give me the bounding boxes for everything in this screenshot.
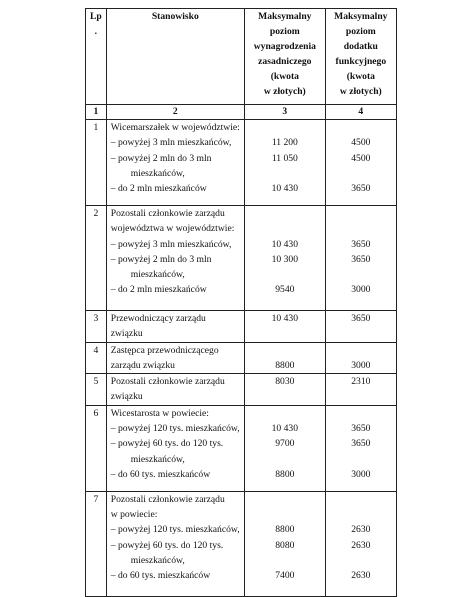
salary-value: 8080: [275, 539, 295, 551]
salary-value: [249, 553, 321, 568]
header-salary-line: wynagrodzenia: [253, 41, 316, 52]
row-lp: 2: [86, 206, 107, 311]
table-row: [86, 206, 397, 311]
bonus-value: [330, 206, 392, 221]
salary-table: [85, 8, 397, 597]
bonus-value: [330, 553, 392, 568]
row-lp: 4: [86, 342, 107, 374]
row-position: [106, 405, 244, 491]
header-bonus-line: Maksymalny: [334, 11, 388, 22]
row-position: [106, 206, 244, 311]
salary-value: 8800: [275, 359, 295, 371]
position-line: – powyżej 120 tys. mieszkańców,: [110, 524, 240, 536]
position-line: Wicemarszałek w województwie:: [110, 122, 240, 133]
row-salary: [244, 374, 325, 406]
table-row: [86, 120, 397, 206]
position-line: – do 60 tys. mieszkańców: [110, 570, 211, 582]
position-line: – powyżej 3 mln mieszkańców,: [110, 137, 232, 149]
row-bonus: [325, 491, 396, 596]
bonus-value: [330, 406, 392, 421]
bonus-value: 2310: [351, 376, 371, 388]
bonus-value: [330, 221, 392, 236]
salary-value: 10 430: [271, 238, 299, 250]
row-salary: [244, 491, 325, 596]
position-line: Przewodniczący zarządu: [110, 313, 206, 324]
bonus-value: [330, 120, 392, 135]
table-row: [86, 311, 397, 343]
position-line: – powyżej 2 mln do 3 mln: [110, 152, 212, 164]
column-number-row: [86, 105, 397, 120]
bonus-value: 3000: [351, 284, 371, 296]
position-line: – do 2 mln mieszkańców: [110, 284, 207, 296]
row-position: [106, 342, 244, 374]
header-salary-line: poziom: [269, 26, 300, 37]
column-number: 3: [244, 105, 325, 120]
salary-value: [249, 206, 321, 221]
bonus-value: [330, 267, 392, 282]
row-lp: 5: [86, 374, 107, 406]
bonus-value: 3650: [351, 238, 371, 250]
header-salary-line: Maksymalny: [258, 11, 312, 22]
salary-value: 9540: [275, 284, 295, 296]
salary-value: 9700: [275, 438, 295, 450]
position-line: – powyżej 60 tys. do 120 tys.: [110, 438, 224, 450]
salary-value: [249, 166, 321, 181]
header-row: [86, 9, 397, 105]
salary-value: 10 430: [271, 183, 299, 195]
salary-value: 7400: [275, 570, 295, 582]
bonus-value: 3650: [351, 313, 371, 324]
bonus-value: 2630: [351, 539, 371, 551]
row-salary: [244, 405, 325, 491]
position-line: – powyżej 2 mln do 3 mln: [110, 253, 212, 265]
column-number: 2: [106, 105, 244, 120]
row-bonus: [325, 311, 396, 343]
column-number: 4: [325, 105, 396, 120]
position-line: – powyżej 60 tys. do 120 tys.: [110, 539, 224, 551]
header-salary-line: w złotych): [263, 86, 306, 97]
row-salary: [244, 311, 325, 343]
row-bonus: [325, 206, 396, 311]
header-bonus: [325, 9, 396, 105]
salary-value: 11 050: [271, 152, 298, 164]
row-bonus: [325, 120, 396, 206]
header-bonus-line: (kwota: [346, 71, 375, 82]
position-line: mieszkańców,: [130, 453, 185, 465]
salary-value: [249, 120, 321, 135]
salary-value: [249, 343, 321, 358]
position-line: – do 60 tys. mieszkańców: [110, 468, 211, 480]
header-salary: [244, 9, 325, 105]
header-salary-line: (kwota: [270, 71, 299, 82]
table-row: [86, 374, 397, 406]
row-bonus: [325, 374, 396, 406]
header-bonus-line: funkcyjnego: [335, 56, 387, 67]
row-lp: 6: [86, 405, 107, 491]
table-row: [86, 405, 397, 491]
salary-value: [249, 406, 321, 421]
row-lp: 1: [86, 120, 107, 206]
position-line: mieszkańców,: [130, 554, 185, 566]
bonus-value: 3650: [351, 183, 371, 195]
salary-value: 10 300: [271, 253, 299, 265]
salary-value: [249, 452, 321, 467]
row-salary: [244, 206, 325, 311]
salary-value: [249, 221, 321, 236]
header-lp: [86, 9, 107, 105]
bonus-value: [330, 326, 392, 341]
header-lp-line: Lp: [90, 11, 102, 22]
position-line: – powyżej 120 tys. mieszkańców,: [110, 423, 240, 435]
row-lp: 7: [86, 491, 107, 596]
position-line: Pozostali członkowie zarządu: [110, 376, 225, 388]
row-position: [106, 311, 244, 343]
salary-value: [249, 507, 321, 522]
bonus-value: 4500: [351, 152, 371, 164]
bonus-value: 4500: [351, 137, 371, 149]
bonus-value: 2630: [351, 570, 371, 582]
header-bonus-line: dodatku: [343, 41, 378, 52]
row-bonus: [325, 405, 396, 491]
position-line: Pozostali członkowie zarządu: [110, 208, 225, 219]
salary-value: 8800: [275, 524, 295, 536]
row-lp: 3: [86, 311, 107, 343]
position-line: związku: [110, 391, 143, 403]
position-line: Pozostali członkowie zarządu: [110, 493, 225, 505]
bonus-value: [330, 452, 392, 467]
position-line: zarządu związku: [110, 359, 175, 371]
salary-value: 11 200: [271, 137, 298, 149]
table-body: [86, 9, 397, 597]
salary-value: [249, 389, 321, 404]
bonus-value: 3000: [351, 359, 371, 371]
row-position: [106, 120, 244, 206]
bonus-value: [330, 492, 392, 507]
row-bonus: [325, 342, 396, 374]
salary-value: 8030: [275, 376, 295, 388]
position-line: mieszkańców,: [130, 167, 185, 179]
bonus-value: 3650: [351, 438, 371, 450]
salary-value: [249, 267, 321, 282]
bonus-value: 3650: [351, 423, 371, 435]
position-line: związku: [110, 328, 143, 340]
bonus-value: 3650: [351, 253, 371, 265]
header-lp-line: .: [94, 26, 98, 37]
table-row: [86, 491, 397, 596]
table-row: [86, 342, 397, 374]
position-line: mieszkańców,: [130, 269, 185, 281]
salary-value: 8800: [275, 468, 295, 480]
salary-value: [249, 492, 321, 507]
salary-value: 10 430: [271, 423, 299, 435]
header-bonus-line: poziom: [345, 26, 376, 37]
position-line: Wicestarosta w powiecie:: [110, 407, 209, 419]
salary-value: 10 430: [271, 313, 299, 324]
bonus-value: 2630: [351, 524, 371, 536]
salary-value: [249, 326, 321, 341]
position-line: województwa w województwie:: [110, 223, 235, 235]
position-line: Zastępca przewodniczącego: [110, 344, 219, 356]
column-number: 1: [86, 105, 107, 120]
bonus-value: [330, 343, 392, 358]
header-bonus-line: w złotych): [339, 86, 382, 97]
row-salary: [244, 120, 325, 206]
row-position: [106, 491, 244, 596]
bonus-value: [330, 166, 392, 181]
bonus-value: [330, 389, 392, 404]
row-position: [106, 374, 244, 406]
bonus-value: [330, 507, 392, 522]
header-salary-line: zasadniczego: [258, 56, 312, 67]
position-line: – powyżej 3 mln mieszkańców,: [110, 238, 232, 250]
bonus-value: 3000: [351, 468, 371, 480]
header-position: Stanowisko: [106, 9, 244, 105]
position-line: – do 2 mln mieszkańców: [110, 183, 207, 195]
row-salary: [244, 342, 325, 374]
position-line: w powiecie:: [110, 509, 158, 521]
